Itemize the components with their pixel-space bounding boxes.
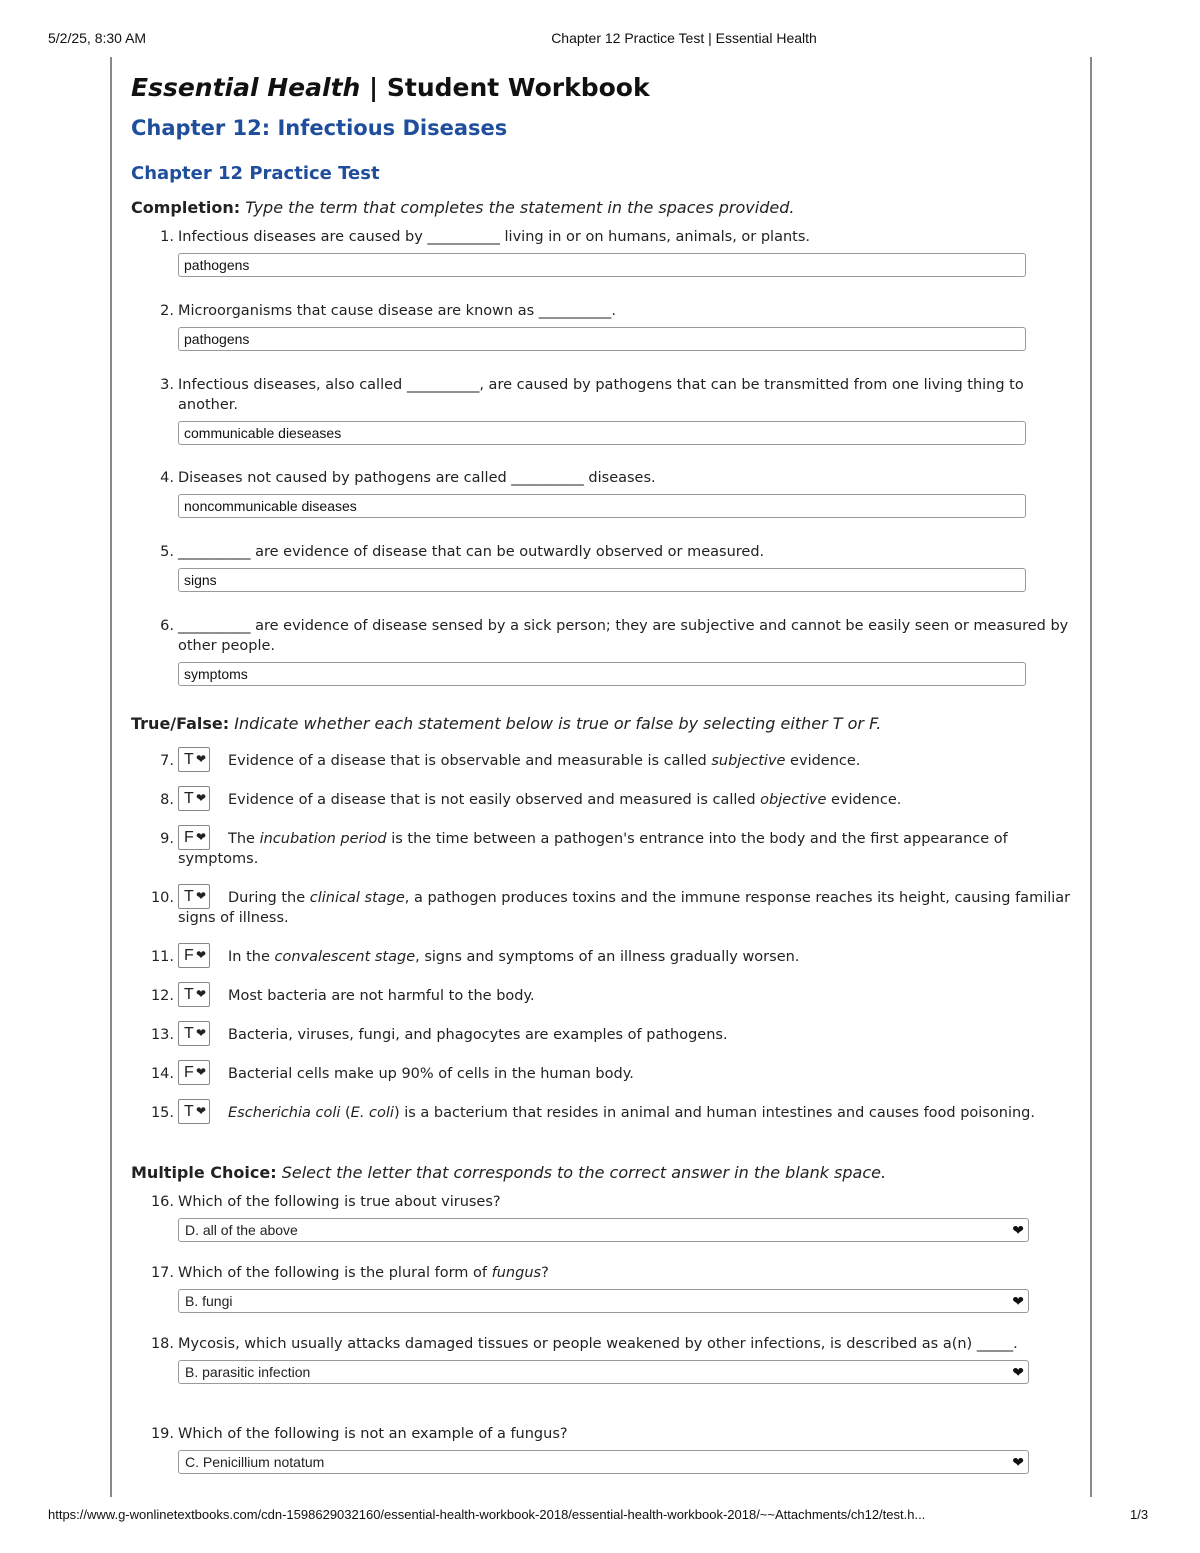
- text-part: Bacteria, viruses, fungi, and phagocytes are examples of pathogens.: [228, 1027, 728, 1043]
- chevron-down-icon: ❤: [195, 752, 206, 766]
- truefalse-heading: [131, 709, 1076, 747]
- text-part: evidence.: [826, 792, 902, 808]
- question-number: 3.: [160, 377, 174, 393]
- print-page-number: 1/3: [1130, 1507, 1149, 1522]
- question-text: [178, 982, 1076, 1006]
- book-title-italic: Essential Health: [131, 73, 361, 102]
- multiplechoice-heading: [131, 1158, 1076, 1192]
- truefalse-instruction: Indicate whether each statement below is true or false by selecting either T or F.: [234, 714, 882, 733]
- chevron-down-icon: ❤: [195, 948, 206, 962]
- tf-value: F: [184, 829, 194, 846]
- question-number: 5.: [160, 544, 174, 560]
- mc-select-19[interactable]: [178, 1450, 1029, 1474]
- truefalse-question-8: [131, 786, 1076, 825]
- answer-input-2[interactable]: pathogens: [178, 327, 1026, 351]
- completion-question-2: [131, 301, 1076, 375]
- multiplechoice-instruction: Select the letter that corresponds to the correct answer in the blank space.: [281, 1163, 887, 1182]
- tf-select-11[interactable]: [178, 943, 210, 968]
- truefalse-question-9: [131, 825, 1076, 884]
- truefalse-question-14: [131, 1060, 1076, 1099]
- truefalse-question-15: [131, 1099, 1076, 1158]
- completion-question-5: [131, 542, 1076, 616]
- truefalse-label: True/False:: [131, 714, 230, 733]
- completion-label: Completion:: [131, 198, 241, 217]
- text-part: ) is a bacterium that resides in animal and human intestines and causes food poisoning.: [393, 1105, 1035, 1121]
- question-text: Infectious diseases, also called __________, are caused by pathogens that can be transmitted from one living thing to another.: [178, 377, 1024, 413]
- tf-value: F: [184, 1064, 194, 1081]
- chevron-down-icon: ❤: [195, 830, 206, 844]
- question-text: Mycosis, which usually attacks damaged tissues or people weakened by other infections, is described as a(n) _____.: [178, 1336, 1018, 1352]
- question-number: 1.: [160, 229, 174, 245]
- text-part: Evidence of a disease that is observable and measurable is called: [228, 753, 712, 769]
- mc-selected: B. fungi: [185, 1293, 233, 1309]
- chevron-down-icon: ❤: [195, 1104, 206, 1118]
- text-emphasis: Escherichia coli: [228, 1105, 341, 1121]
- chevron-down-icon: ❤: [195, 1065, 206, 1079]
- question-text: Microorganisms that cause disease are known as __________.: [178, 303, 616, 319]
- question-number: 16.: [150, 1194, 174, 1210]
- text-emphasis: objective: [760, 792, 827, 808]
- truefalse-question-12: [131, 982, 1076, 1021]
- tf-value: T: [184, 1103, 194, 1120]
- tf-value: T: [184, 790, 194, 807]
- chevron-down-icon: ❤: [195, 987, 206, 1001]
- text-emphasis: fungus: [491, 1265, 542, 1281]
- tf-select-8[interactable]: [178, 786, 210, 811]
- text-part: Most bacteria are not harmful to the body.: [228, 988, 535, 1004]
- text-emphasis: incubation period: [259, 831, 387, 847]
- text-emphasis: E. coli: [350, 1105, 394, 1121]
- question-number: 12.: [150, 988, 174, 1004]
- mc-question-16: [131, 1192, 1076, 1263]
- book-title-rest: | Student Workbook: [360, 73, 650, 102]
- tf-value: T: [184, 1025, 194, 1042]
- mc-select-16[interactable]: [178, 1218, 1029, 1242]
- multiplechoice-label: Multiple Choice:: [131, 1163, 277, 1182]
- mc-selected: C. Penicillium notatum: [185, 1454, 325, 1470]
- question-text: Infectious diseases are caused by __________ living in or on humans, animals, or plants.: [178, 229, 811, 245]
- tf-select-12[interactable]: [178, 982, 210, 1007]
- question-text: [178, 825, 1076, 869]
- tf-select-9[interactable]: [178, 825, 210, 850]
- text-part: Which of the following is the plural form of: [178, 1265, 492, 1281]
- question-text: [178, 1099, 1076, 1123]
- question-text: Which of the following is not an example of a fungus?: [178, 1426, 568, 1442]
- document-content: [131, 73, 1076, 1495]
- question-number: 10.: [150, 890, 174, 906]
- chevron-down-icon: ❤: [1012, 1222, 1024, 1238]
- mc-question-18: [131, 1334, 1076, 1424]
- text-part: Bacterial cells make up 90% of cells in the human body.: [228, 1066, 634, 1082]
- text-part: During the: [228, 890, 310, 906]
- tf-select-14[interactable]: [178, 1060, 210, 1085]
- tf-select-10[interactable]: [178, 884, 210, 909]
- question-text: Diseases not caused by pathogens are called __________ diseases.: [178, 470, 656, 486]
- tf-value: T: [184, 751, 194, 768]
- question-text: [178, 943, 1076, 967]
- question-number: 18.: [150, 1336, 174, 1352]
- question-text: [178, 1263, 1076, 1283]
- text-emphasis: subjective: [711, 753, 786, 769]
- tf-value: F: [184, 947, 194, 964]
- chevron-down-icon: ❤: [1012, 1293, 1024, 1309]
- mc-select-17[interactable]: [178, 1289, 1029, 1313]
- completion-instruction: Type the term that completes the statement in the spaces provided.: [245, 198, 795, 217]
- print-url: https://www.g-wonlinetextbooks.com/cdn-1598629032160/essential-health-workbook-2018/essential-health-workbook-2018/~~Attachments/ch12/test.h...: [48, 1507, 926, 1522]
- mc-selected: B. parasitic infection: [185, 1364, 311, 1380]
- completion-question-6: [131, 616, 1076, 709]
- tf-select-13[interactable]: [178, 1021, 210, 1046]
- question-text: __________ are evidence of disease that can be outwardly observed or measured.: [178, 544, 765, 560]
- text-part: , signs and symptoms of an illness gradually worsen.: [415, 949, 800, 965]
- question-text: [178, 1060, 1076, 1084]
- completion-question-1: [131, 227, 1076, 301]
- print-page-title: Chapter 12 Practice Test | Essential Health: [551, 30, 817, 46]
- chevron-down-icon: ❤: [195, 1026, 206, 1040]
- answer-input-5[interactable]: signs: [178, 568, 1026, 592]
- question-number: 11.: [150, 949, 174, 965]
- question-text: [178, 1021, 1076, 1045]
- mc-selected: D. all of the above: [185, 1222, 298, 1238]
- question-number: 6.: [160, 618, 174, 634]
- answer-input-4[interactable]: noncommunicable diseases: [178, 494, 1026, 518]
- question-number: 8.: [160, 792, 174, 808]
- completion-heading: [131, 193, 1076, 227]
- completion-question-3: [131, 375, 1076, 468]
- truefalse-question-7: [131, 747, 1076, 786]
- answer-input-3[interactable]: communicable dieseases: [178, 421, 1026, 445]
- question-number: 9.: [160, 831, 174, 847]
- document-frame: [110, 57, 1092, 1497]
- text-part: In the: [228, 949, 275, 965]
- chevron-down-icon: ❤: [195, 791, 206, 805]
- question-number: 7.: [160, 753, 174, 769]
- chevron-down-icon: ❤: [1012, 1364, 1024, 1380]
- answer-input-1[interactable]: pathogens: [178, 253, 1026, 277]
- mc-question-19: [131, 1424, 1076, 1495]
- question-number: 2.: [160, 303, 174, 319]
- tf-value: T: [184, 888, 194, 905]
- tf-select-7[interactable]: [178, 747, 210, 772]
- print-datetime: 5/2/25, 8:30 AM: [48, 30, 147, 46]
- chevron-down-icon: ❤: [195, 889, 206, 903]
- print-footer: [0, 1507, 1200, 1527]
- truefalse-question-13: [131, 1021, 1076, 1060]
- question-number: 17.: [150, 1265, 174, 1281]
- text-part: The: [228, 831, 260, 847]
- print-header: [0, 30, 1200, 50]
- question-number: 19.: [150, 1426, 174, 1442]
- chevron-down-icon: ❤: [1012, 1454, 1024, 1470]
- text-part: (: [340, 1105, 351, 1121]
- tf-select-15[interactable]: [178, 1099, 210, 1124]
- text-part: ?: [541, 1265, 549, 1281]
- truefalse-question-10: [131, 884, 1076, 943]
- book-title: [131, 73, 1076, 113]
- question-number: 14.: [150, 1066, 174, 1082]
- question-text: [178, 786, 1076, 810]
- question-text: [178, 747, 1076, 771]
- text-part: , a pathogen produces toxins and the immune response reaches its height, causing familiar signs of illness.: [178, 890, 1071, 926]
- tf-value: T: [184, 986, 194, 1003]
- completion-question-4: [131, 468, 1076, 542]
- question-text: __________ are evidence of disease sensed by a sick person; they are subjective and cannot be easily seen or measured by other people.: [178, 618, 1069, 654]
- mc-select-18[interactable]: [178, 1360, 1029, 1384]
- question-text: Which of the following is true about viruses?: [178, 1194, 501, 1210]
- text-emphasis: convalescent stage: [274, 949, 416, 965]
- answer-input-6[interactable]: symptoms: [178, 662, 1026, 686]
- question-text: [178, 884, 1076, 928]
- test-title: Chapter 12 Practice Test: [131, 163, 380, 184]
- question-number: 15.: [150, 1105, 174, 1121]
- truefalse-question-11: [131, 943, 1076, 982]
- text-part: Evidence of a disease that is not easily observed and measured is called: [228, 792, 761, 808]
- chapter-title: Chapter 12: Infectious Diseases: [131, 116, 508, 140]
- text-part: is the time between a pathogen's entrance into the body and the first appearance of symptoms.: [178, 831, 1008, 867]
- question-number: 13.: [150, 1027, 174, 1043]
- mc-question-17: [131, 1263, 1076, 1334]
- question-number: 4.: [160, 470, 174, 486]
- text-part: evidence.: [785, 753, 861, 769]
- text-emphasis: clinical stage: [309, 890, 405, 906]
